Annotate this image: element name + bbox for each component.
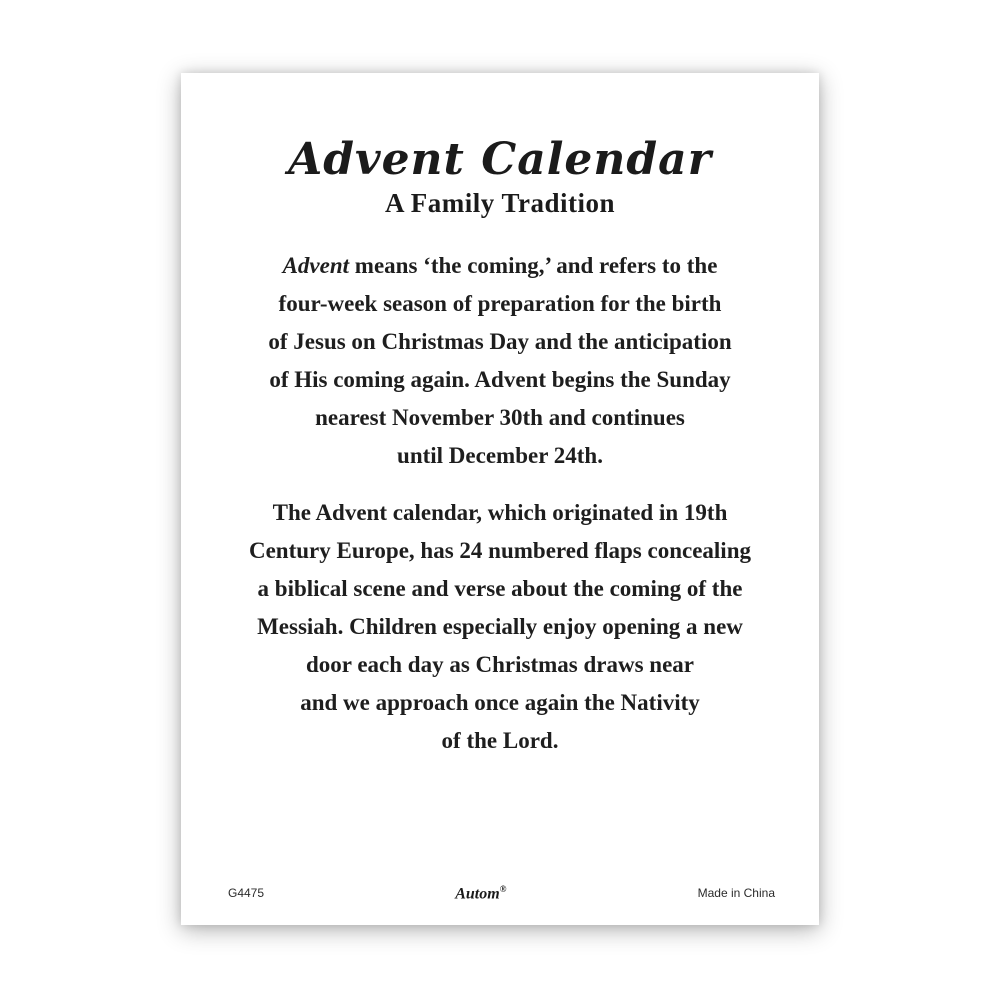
paragraph-line: Messiah. Children especially enjoy opening a new (257, 614, 743, 639)
advent-card-back (181, 73, 819, 925)
paragraph-line: nearest November 30th and continues (315, 405, 685, 430)
paragraph-line: four-week season of preparation for the birth (278, 291, 722, 316)
registered-trademark-mark: ® (499, 883, 507, 894)
card-subtitle: A Family Tradition (384, 188, 616, 218)
paragraph-line: and we approach once again the Nativity (300, 690, 700, 715)
card-footer (181, 884, 819, 903)
paragraph-line (181, 247, 819, 285)
card-title: Advent Calendar (288, 134, 712, 185)
paragraph-line: Century Europe, has 24 numbered flaps concealing (248, 538, 751, 563)
brand-name: Autom (455, 885, 500, 902)
intro-paragraph (181, 247, 819, 475)
item-code: G4475 (228, 886, 265, 901)
paragraph-line: until December 24th. (397, 443, 603, 468)
origin-label: Made in China (697, 886, 775, 901)
history-paragraph (181, 494, 819, 760)
paragraph-line: a biblical scene and verse about the coming of the (257, 576, 743, 601)
brand-logo (455, 884, 506, 903)
paragraph-line: The Advent calendar, which originated in 19th (272, 500, 728, 525)
paragraph-line: of the Lord. (441, 728, 559, 753)
paragraph-line: of Jesus on Christmas Day and the anticipation (268, 329, 732, 354)
advent-lead-word: Advent (282, 253, 350, 278)
paragraph-line-text: means ‘the coming,’ and refers to the (349, 253, 718, 278)
paragraph-line: of His coming again. Advent begins the Sunday (269, 367, 731, 392)
paragraph-line: door each day as Christmas draws near (305, 652, 695, 677)
